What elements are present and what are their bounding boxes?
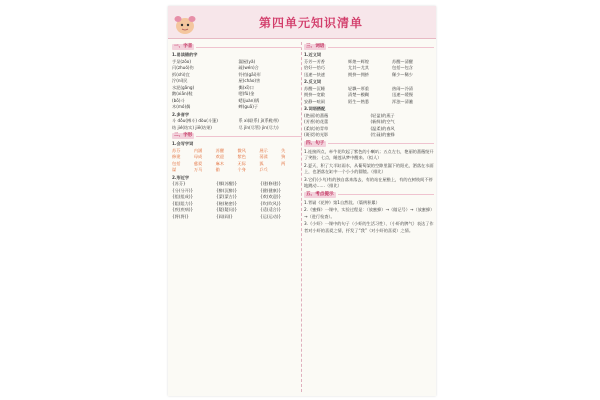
similar-char-item: {蒙(蒙古)} bbox=[216, 194, 238, 199]
worksheet-page bbox=[168, 6, 436, 396]
similar-char-item: {建(修建)} bbox=[260, 181, 282, 186]
antonym-item: 陌生—熟悉 bbox=[348, 98, 369, 104]
collocations-list bbox=[304, 113, 434, 139]
tip-item: 1.背诵《花钟》第1自然段。（篇例积累） bbox=[304, 199, 380, 205]
collocation-item: (忙碌)的蜜蜂 bbox=[370, 132, 395, 137]
similar-char-item: {健(健康)} bbox=[260, 187, 282, 193]
similar-char-item: {适(适合)} bbox=[260, 207, 282, 212]
similar-char-item: {分(分开)} bbox=[172, 187, 194, 193]
write-words-list bbox=[172, 148, 302, 174]
synonyms-list bbox=[304, 59, 434, 79]
tip-item: 2.《蜜蜂》一课中，实验过程是：（放蜜蜂）→（做记号）→（放蜜蜂）→（进行检查）。 bbox=[304, 207, 433, 219]
reading-item: 泞(ní)民 bbox=[172, 78, 188, 83]
similar-char-item: {疾(疾病)} bbox=[172, 207, 194, 212]
antonym-item: 苏醒—沉睡 bbox=[304, 85, 325, 91]
reading-item: 铃铛(gāi)形 bbox=[238, 71, 261, 77]
synonym-item: 辉煌—辉煌 bbox=[348, 58, 369, 64]
sentence-item: 3.它们(小鸟)有的独自落来落去，有的站在屋檐上，有的在树枝间不停地跳动……（排比） bbox=[304, 176, 433, 188]
write-word-item: 展示 bbox=[259, 147, 268, 153]
reading-item: 漏屋(yǎ) bbox=[238, 58, 256, 64]
write-word-item: 无际 bbox=[237, 160, 246, 166]
similar-char-item: {吹(吹风)} bbox=[260, 200, 282, 206]
polyphone-item: 结 jié(结实) jiē(结果) bbox=[172, 124, 212, 130]
reading-item: 蟀(guā)子 bbox=[238, 104, 259, 109]
sentence-item: 1.连接四点，牵牛花吹起了紫色的小喇叭；五点左右，艳丽的蔷薇绽开了笑脸；七点，睡莲从梦中醒来。（拟人） bbox=[304, 148, 434, 160]
reading-item: 闪(zhuó)伤 bbox=[172, 65, 194, 70]
collocation-item: (斑驳)的光影 bbox=[304, 132, 329, 137]
sentences-list bbox=[304, 149, 434, 190]
similar-char-item: {阻(阻力)} bbox=[172, 200, 194, 206]
write-word-item: 个身 bbox=[237, 167, 246, 172]
similar-char-item: {将(将)} bbox=[172, 213, 189, 219]
write-word-item: 欢迎 bbox=[215, 154, 225, 159]
similar-char-item: {娜(苏醒)} bbox=[216, 181, 238, 186]
write-word-item: 修建 bbox=[172, 154, 181, 159]
write-word-item: 万马 bbox=[193, 167, 203, 172]
collocation-item: (新鲜)的空气 bbox=[370, 119, 395, 124]
reading-item: 鹅(xiān)鞋 bbox=[172, 91, 193, 96]
polyphone-item: 斗 dǒu(搏斗) dòu(斗篷) bbox=[172, 118, 218, 123]
collocation-item: (艳丽)的蔷薇 bbox=[304, 112, 329, 118]
reading-item: 手呆(zōo) bbox=[172, 58, 191, 64]
subsection-title: 1.会写字词 bbox=[172, 141, 194, 146]
write-word-item: 荡漾 bbox=[259, 154, 268, 159]
collocation-item: (柔软)的青草 bbox=[304, 125, 329, 131]
similar-char-item: {苏芬} bbox=[172, 181, 186, 186]
antonym-item: 热闹—冷清 bbox=[392, 85, 413, 91]
section-sentences bbox=[304, 141, 434, 147]
collocation-item: (温柔)的春风 bbox=[370, 125, 395, 131]
collocation-item: (轻盈)的燕子 bbox=[370, 112, 395, 118]
subsection-title: 3.词语搭配 bbox=[304, 106, 326, 111]
write-word-item: 乒乓 bbox=[259, 167, 268, 172]
synonym-item: 苏醒—清醒 bbox=[392, 58, 413, 64]
similar-char-item: {运(运动)} bbox=[260, 213, 282, 219]
section-exam-tips bbox=[304, 192, 434, 198]
readings-list bbox=[172, 59, 302, 111]
tips-list bbox=[304, 200, 434, 235]
antonym-item: 迅速—缓慢 bbox=[392, 92, 413, 97]
synonym-item: 包括—包含 bbox=[392, 65, 413, 70]
page-header bbox=[168, 6, 436, 39]
synonym-item: 拥挤—拥挤 bbox=[348, 71, 369, 77]
subsection-title: 2.反义词 bbox=[304, 79, 322, 84]
write-word-item: 两 bbox=[281, 160, 286, 166]
write-word-item: 慈爱 bbox=[193, 160, 203, 166]
antonym-item: 安静—喧闹 bbox=[304, 98, 325, 104]
subsection-title: 1.易读错的字 bbox=[172, 52, 198, 57]
write-word-item: 母成 bbox=[193, 154, 203, 159]
write-word-item: 麻木 bbox=[215, 160, 225, 166]
antonym-item: 轻飘—厚重 bbox=[348, 85, 369, 91]
antonym-item: 浑浊—清澈 bbox=[392, 98, 413, 104]
write-word-item: 谋 bbox=[172, 167, 177, 172]
similar-chars-list bbox=[172, 181, 302, 220]
similar-char-item: {阎(阎)} bbox=[216, 213, 233, 219]
section-words bbox=[304, 44, 434, 50]
subsection-title: 1.近义词 bbox=[304, 52, 322, 57]
mascot-icon bbox=[172, 12, 198, 36]
write-word-item: 苏醒 bbox=[215, 147, 225, 153]
synonym-item: 恰好—恰巧 bbox=[304, 65, 325, 70]
tip-item: 3.《小虾》一课中的句子（小虾的生活习性）、（小虾的脾气）表达了作者对小虾的喜爱之情，抒发了“我”（对小虾的喜爱）之情。 bbox=[304, 221, 434, 233]
polyphone-item: 系 xì(联系) jì(系鞋带) bbox=[238, 118, 279, 123]
section-title: 四、句子 bbox=[306, 140, 325, 146]
polyphone-list bbox=[172, 118, 302, 131]
section-title: 一、字音 bbox=[174, 44, 193, 49]
synonym-item: 芬芳—芳香 bbox=[304, 58, 325, 64]
write-word-item: 微风 bbox=[237, 147, 246, 153]
sentence-item: 2.夏天，积了大半缸雨水，从葡萄架的空隙里漏下的阳光，洒落在水面上，也洒落在缸中一个小小的圆镜。（排比） bbox=[304, 162, 434, 174]
similar-char-item: {组(组成)} bbox=[172, 194, 194, 199]
write-word-item: 偷 bbox=[215, 167, 220, 172]
reading-item: 疏(wén)合 bbox=[238, 65, 259, 70]
reading-item: 木(mó)偶 bbox=[172, 104, 191, 109]
page-title: 第四单元知识清单 bbox=[258, 16, 363, 30]
section-title: 五、考点提示 bbox=[306, 191, 334, 197]
similar-char-item: {秘(秘密)} bbox=[216, 200, 238, 206]
write-word-item: 包括 bbox=[172, 160, 181, 166]
section-title: 三、词语 bbox=[306, 44, 325, 49]
write-word-item: 紫色 bbox=[237, 154, 246, 159]
reading-item: 屋(cháo)害 bbox=[238, 78, 261, 83]
synonym-item: 尤其—尤其 bbox=[348, 65, 369, 70]
write-word-item: 苏芬 bbox=[172, 147, 181, 153]
polyphone-item: 尽 jǐn(尽管) jìn(尽力) bbox=[238, 124, 279, 130]
section-title: 二、字形 bbox=[174, 133, 193, 138]
reading-item: 水泥(gāng) bbox=[172, 84, 195, 90]
write-word-item: 狗 bbox=[281, 154, 286, 159]
similar-char-item: {醉(沉醉)} bbox=[216, 187, 238, 193]
synonym-item: 稀少—稀少 bbox=[392, 71, 413, 77]
antonyms-list bbox=[304, 86, 434, 106]
write-word-item: 失 bbox=[281, 147, 286, 153]
antonym-item: 拥挤—宽敞 bbox=[304, 92, 325, 97]
similar-char-item: {欢(欢迎)} bbox=[260, 194, 282, 199]
collocation-item: (芳香)的花蕾 bbox=[304, 119, 329, 124]
reading-item: 撕(xī)口 bbox=[238, 84, 254, 90]
antonym-item: 清楚—模糊 bbox=[348, 92, 369, 97]
write-word-item: 狐 bbox=[259, 160, 264, 166]
reading-item: 拆(shì)宜 bbox=[172, 71, 190, 77]
left-column bbox=[172, 42, 302, 220]
reading-item: 蟋(juàn)锅 bbox=[238, 97, 260, 103]
subsection-title: 2.多音字 bbox=[172, 111, 190, 117]
section-pronunciation bbox=[172, 44, 302, 50]
right-column bbox=[304, 42, 434, 235]
write-word-item: 内涵 bbox=[193, 147, 203, 153]
synonym-item: 迅速—快速 bbox=[304, 71, 325, 77]
section-character-forms bbox=[172, 133, 302, 139]
similar-char-item: {疑(疑问)} bbox=[216, 207, 238, 212]
reading-item: 嗯(fǔ)金 bbox=[238, 91, 255, 96]
reading-item: (bō)斗 bbox=[172, 97, 185, 103]
subsection-title: 2.形近字 bbox=[172, 174, 190, 180]
